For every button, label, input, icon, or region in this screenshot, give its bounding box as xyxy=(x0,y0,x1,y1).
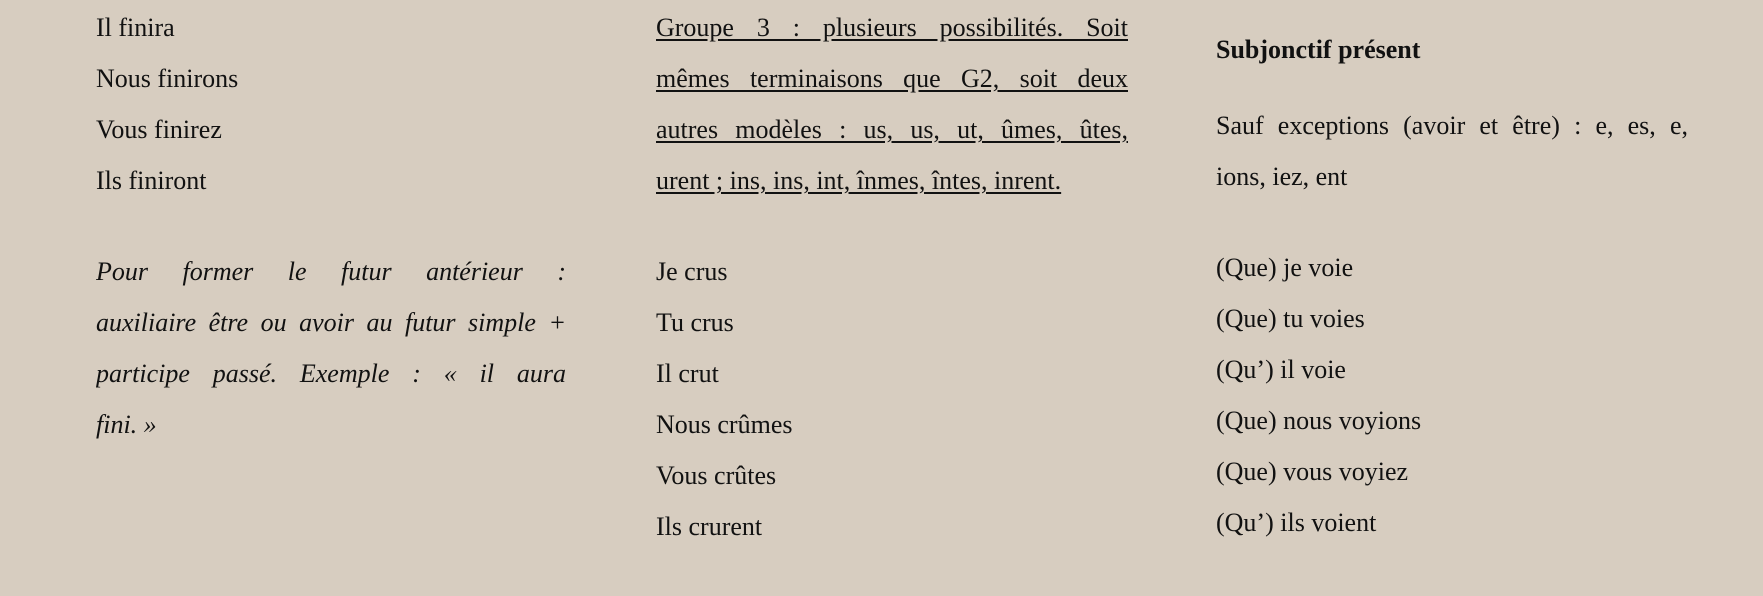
futur-anterieur-note-line: participe passé. Exemple : « il aura xyxy=(96,359,566,388)
subjonctif-line: (Que) vous voyiez xyxy=(1216,457,1409,486)
groupe3-note-line: urent ; ins, ins, int, înmes, întes, inrent. xyxy=(656,166,1062,195)
futur-anterieur-note-line: auxiliaire être ou avoir au futur simple + xyxy=(96,308,566,337)
passe-simple-line: Ils crurent xyxy=(656,512,763,541)
middle-column xyxy=(656,2,1128,552)
passe-simple-line: Il crut xyxy=(656,359,719,388)
passe-simple-line: Vous crûtes xyxy=(656,461,777,490)
futur-anterieur-note-line: fini. » xyxy=(96,410,157,439)
subjonctif-rule-line: ions, iez, ent xyxy=(1216,162,1348,191)
right-column xyxy=(1216,0,1688,548)
subjonctif-rule-line: Sauf exceptions (avoir et être) : e, es, e, xyxy=(1216,111,1688,140)
groupe3-note-line: autres modèles : us, us, ut, ûmes, ûtes, xyxy=(656,115,1128,144)
passe-simple-line: Nous crûmes xyxy=(656,410,793,439)
subjonctif-line: (Que) tu voies xyxy=(1216,304,1365,333)
subjonctif-line: (Que) nous voyions xyxy=(1216,406,1422,435)
subjonctif-line: (Qu’) ils voient xyxy=(1216,508,1377,537)
section-heading: Subjonctif présent xyxy=(1216,35,1421,64)
groupe3-note-line: mêmes terminaisons que G2, soit deux xyxy=(656,64,1128,93)
passe-simple-line: Tu crus xyxy=(656,308,734,337)
subjonctif-line: (Qu’) il voie xyxy=(1216,355,1346,384)
subjonctif-line: (Que) je voie xyxy=(1216,253,1354,282)
future-line: Nous finirons xyxy=(96,64,239,93)
future-line: Il finira xyxy=(96,13,175,42)
passe-simple-line: Je crus xyxy=(656,257,728,286)
future-line: Ils finiront xyxy=(96,166,207,195)
left-column xyxy=(96,2,566,450)
futur-anterieur-note-line: Pour former le futur antérieur : xyxy=(96,257,566,286)
groupe3-note-line: Groupe 3 : plusieurs possibilités. Soit xyxy=(656,13,1128,42)
future-line: Vous finirez xyxy=(96,115,222,144)
